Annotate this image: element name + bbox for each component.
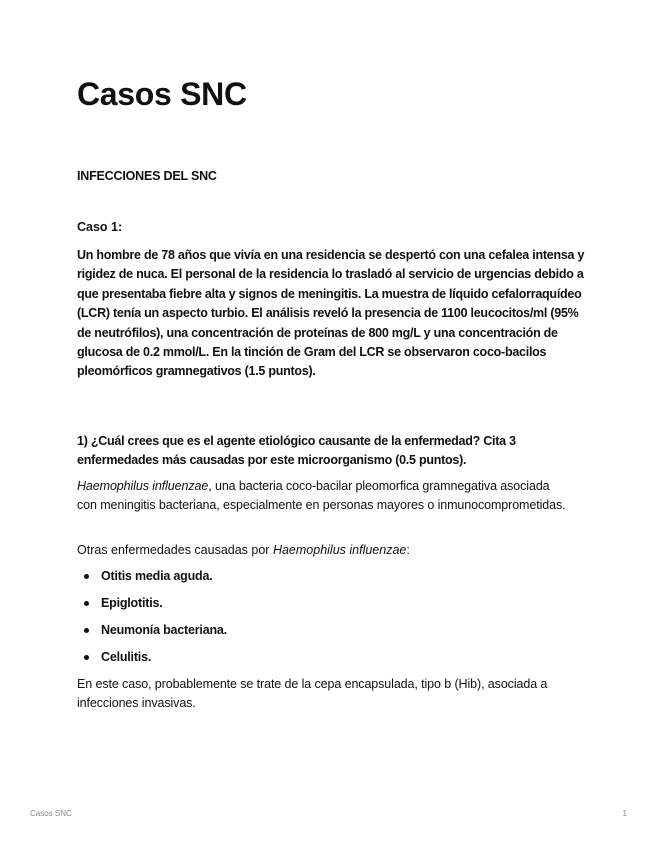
other-diseases-intro (77, 541, 410, 560)
bullet-icon (84, 601, 89, 606)
bullet-icon (84, 628, 89, 633)
answer-organism: Haemophilus influenzae (77, 479, 209, 493)
page-number: 1 (622, 809, 627, 818)
bullet-icon (84, 655, 89, 660)
list-item (77, 646, 227, 673)
footer-title: Casos SNC (30, 809, 72, 818)
case-description: Un hombre de 78 años que vivía en una residencia se despertó con una cefalea intensa y rigidez de nuca. El personal de la residencia lo trasladó al servicio de urgencias debido a que presentaba fiebre alta y signos de meningitis. La muestra de líquido cefalorraquídeo (LCR) tenía un aspecto turbio. El análisis reveló la presencia de 1100 leucocitos/ml (95% de neutrófilos), una concentración de proteínas de 800 mg/L y una concentración de glucosa de 0.2 mmol/L. En la tinción de Gram del LCR se observaron coco-bacilos pleomórficos gramnegativos (1.5 puntos). (77, 248, 585, 379)
conclusion-paragraph: En este caso, probablemente se trate de la cepa encapsulada, tipo b (Hib), asociada a infecciones invasivas. (77, 677, 548, 711)
page-title: Casos SNC (77, 76, 247, 112)
answer-paragraph (77, 477, 567, 516)
disease-label: Celulitis. (101, 650, 152, 664)
list-item (77, 565, 227, 592)
disease-label: Epiglotitis. (101, 596, 163, 610)
list-item (77, 592, 227, 619)
others-suffix: : (406, 543, 410, 557)
section-heading: INFECCIONES DEL SNC (77, 169, 217, 183)
question-1: 1) ¿Cuál crees que es el agente etiológico causante de la enfermedad? Cita 3 enfermedades más causadas por este microorganismo (0.5 puntos). (77, 434, 516, 468)
others-organism: Haemophilus influenzae (272, 543, 407, 557)
case-label: Caso 1: (77, 220, 123, 234)
others-prefix: Otras enfermedades causadas por (77, 543, 273, 557)
list-item (77, 619, 227, 646)
answer-rest: , una bacteria coco-bacilar pleomorfica gramnegativa asociada con meningitis bacteriana, especialmente en personas mayores o inmunocomprometidas. (77, 479, 566, 513)
disease-list (77, 565, 227, 673)
bullet-icon (84, 574, 89, 579)
disease-label: Neumonía bacteriana. (101, 623, 227, 637)
disease-label: Otitis media aguda. (101, 569, 213, 583)
